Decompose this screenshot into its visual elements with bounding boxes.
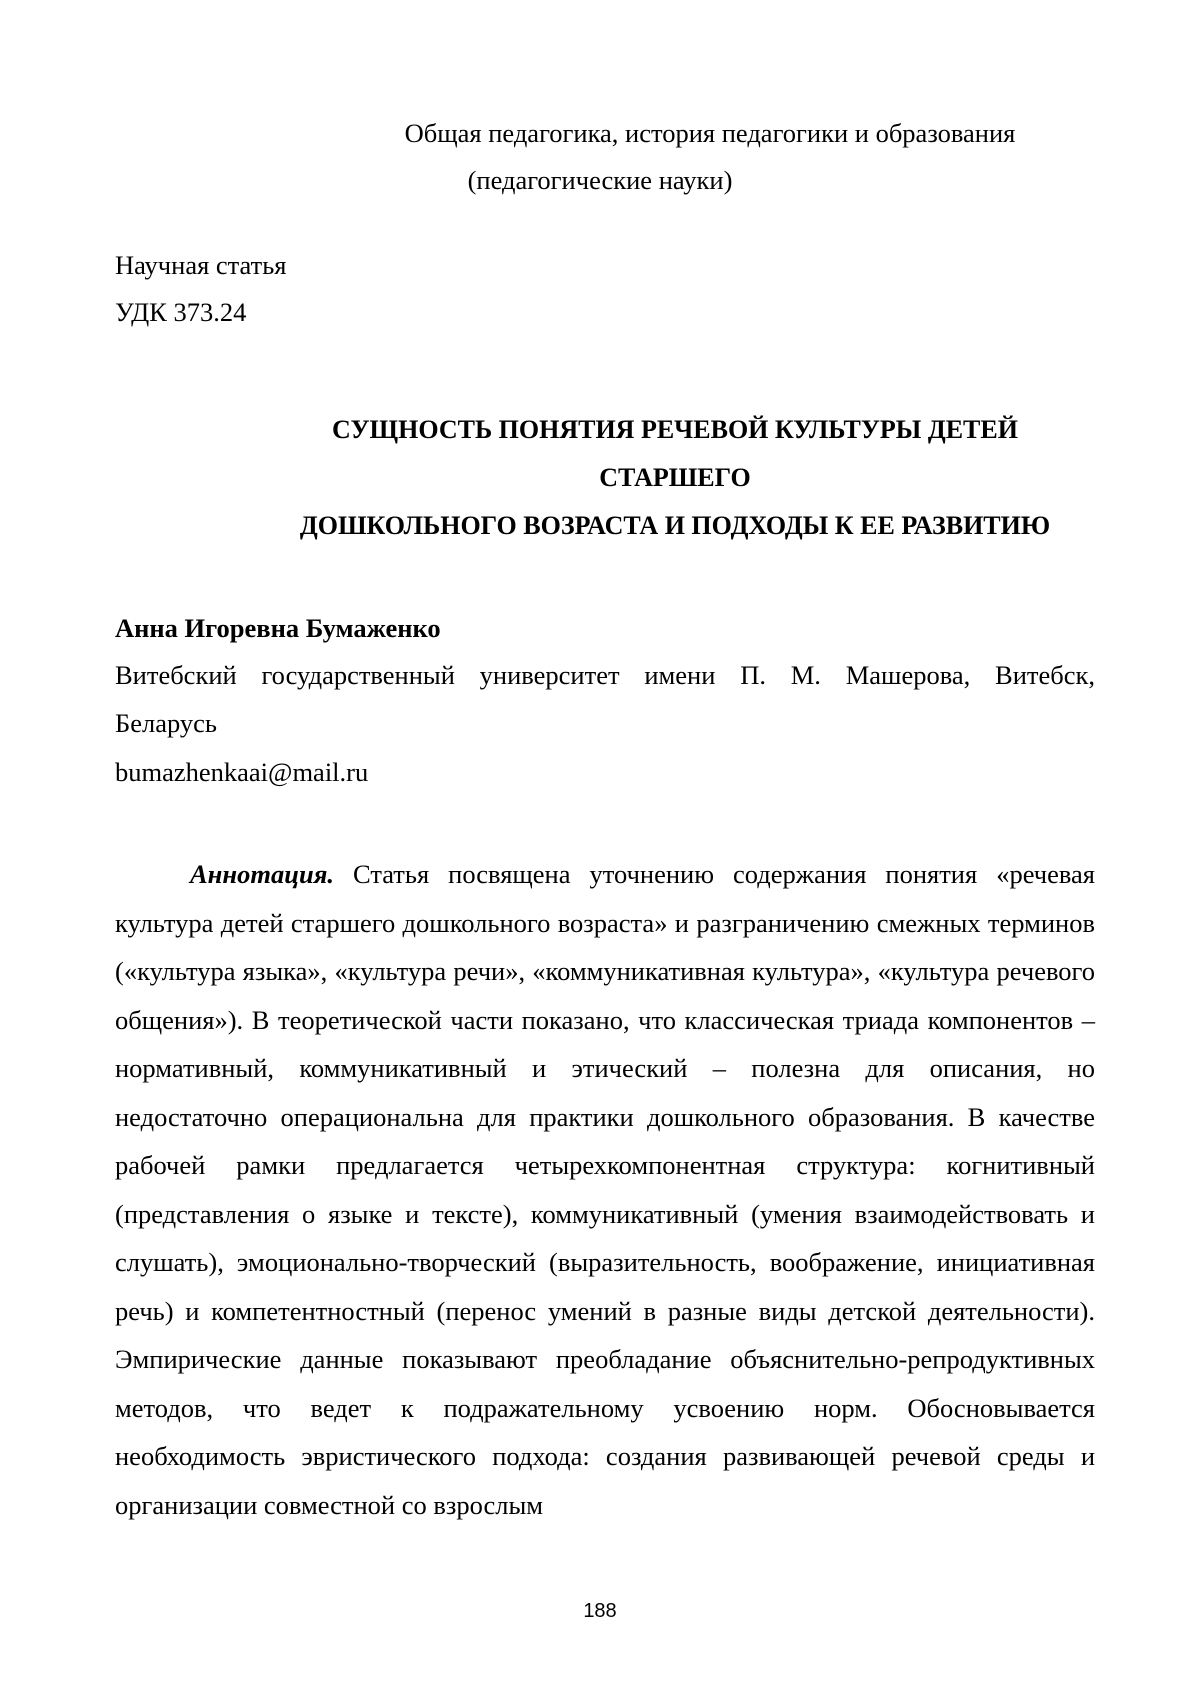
author-email: bumazhenkaai@mail.ru [115,757,369,787]
scientific-field: Общая педагогика, история педагогики и образования [404,118,1016,148]
author-affiliation-country: Беларусь [115,708,217,738]
udk-code: УДК 373.24 [115,297,247,327]
article-title-line-3: ДОШКОЛЬНОГО ВОЗРАСТА И ПОДХОДЫ К ЕЕ РАЗВИТИЮ [299,511,1051,540]
article-type: Научная статья [115,250,287,280]
abstract [115,850,1095,1529]
author-name: Анна Игоревна Бумаженко [115,613,441,643]
abstract-label: Аннотация. [190,859,334,889]
article-title-line-2: СТАРШЕГО [599,463,751,492]
scientific-field-subtitle: (педагогические науки) [467,165,733,195]
abstract-text: Статья посвящена уточнению содержания понятия «речевая культура детей старшего дошкольного возраста» и разграничению смежных терминов («культура языка», «культура речи», «коммуникативная культура», «культура речевого общения»). В теоретической части показано, что классическая триада компонентов – нормативный, коммуникативный и этический – полезна для описания, но недостаточно операциональна для практики дошкольного образования. В качестве рабочей рамки предлагается четырехкомпонентная структура: когнитивный (представления о языке и тексте), коммуникативный (умения взаимодействовать и слушать), эмоционально-творческий (выразительность, воображение, инициативная речь) и компетентностный (перенос умений в разные виды детской деятельности). Эмпирические данные показывают преобладание объяснительно-репродуктивных методов, что ведет к подражательному усвоению норм. Обосновывается необходимость эвристического подхода: создания развивающей речевой среды и организации совместной со взрослым [115,859,1095,1520]
page-number: 188 [583,1600,617,1622]
author-affiliation: Витебский государственный университет имени П. М. Машерова, Витебск, [115,660,1095,690]
article-title-line-1: СУЩНОСТЬ ПОНЯТИЯ РЕЧЕВОЙ КУЛЬТУРЫ ДЕТЕЙ [332,415,1018,444]
